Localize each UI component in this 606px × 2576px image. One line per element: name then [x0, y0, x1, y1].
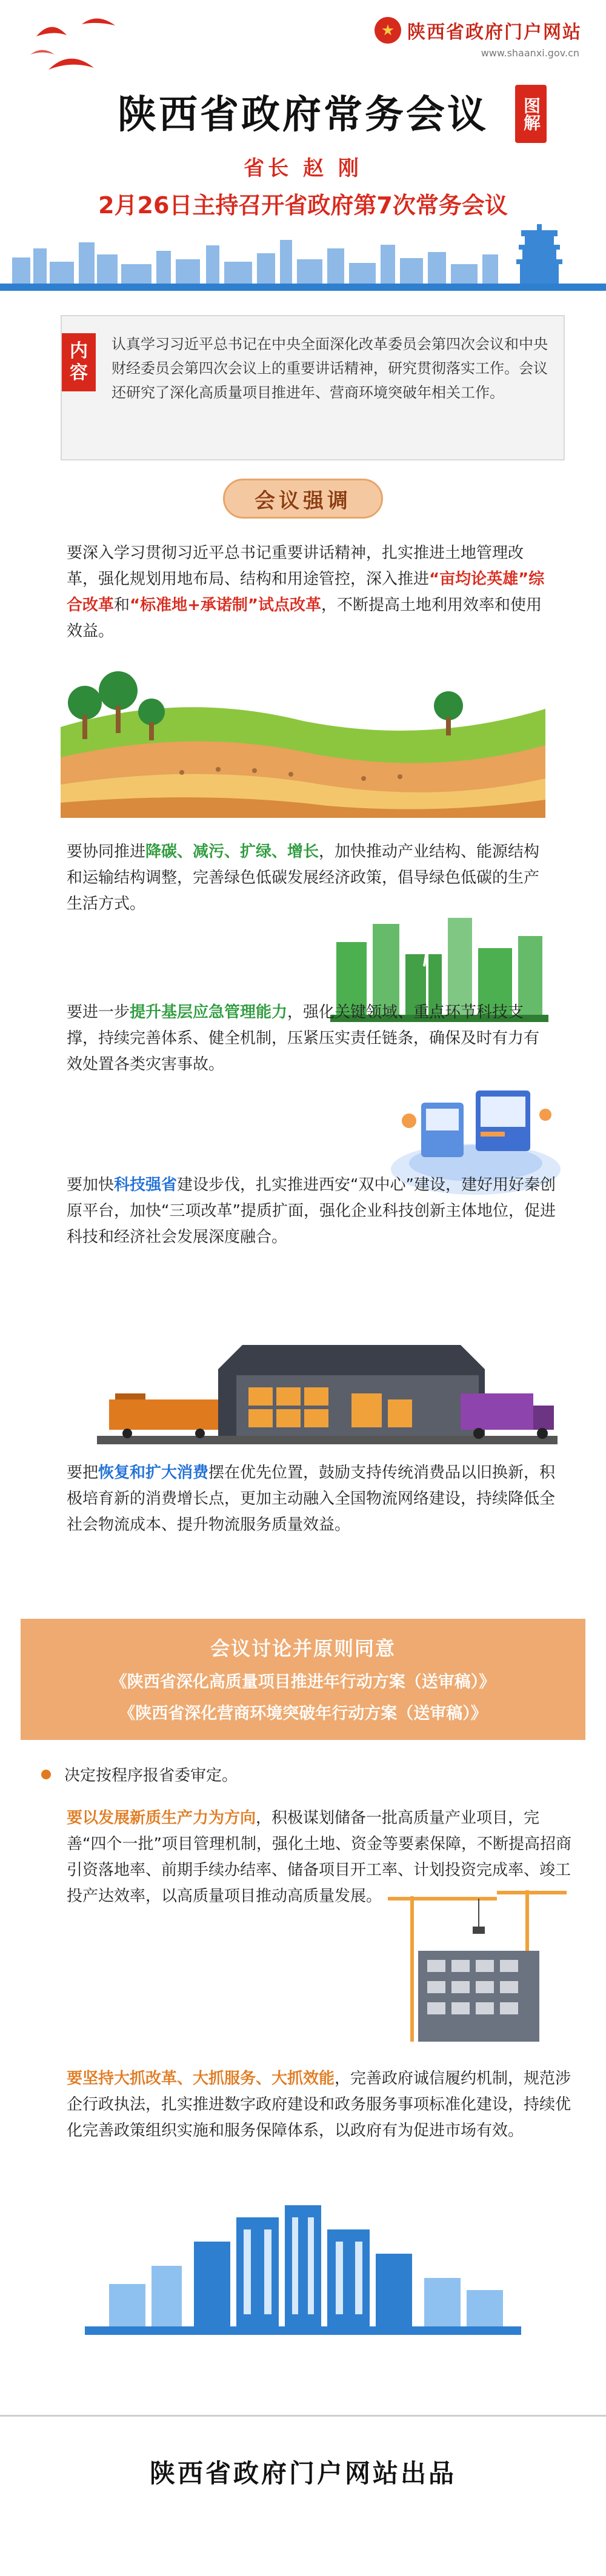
- meeting-content-box: [61, 315, 565, 460]
- point-green-development: 要协同推进降碳、减污、扩绿、增长，加快推动产业结构、能源结构和运输结构调整，完善绿色低碳发展经济政策，倡导绿色低碳的生产生活方式。: [67, 843, 540, 913]
- discussion-title: 会议讨论并原则同意: [210, 1637, 396, 1660]
- content-text: 认真学习习近平总书记在中央全面深化改革委员会第四次会议和中央财经委员会第四次会议上的重要讲话精神，研究贯彻落实工作。会议还研究了深化高质量项目推进年、营商环境突破年相关工作。: [112, 336, 548, 401]
- point-quality-projects: 要以发展新质生产力为方向，积极谋划储备一批高质量产业项目，完善“四个一批”项目管理机制，强化土地、资金等要素保障，不断提高招商引资落地率、前期手续办结率、储备项目开工率、计划投资完成率、竣工投产达效率，以高质量项目推动高质量发展。: [67, 1809, 571, 1905]
- construction-illustration: [376, 1884, 570, 2048]
- graphic-badge: 图解: [515, 85, 547, 143]
- point-land-reform: 要深入学习贯彻习近平总书记重要讲话精神，扎实推进土地管理改革，强化规划用地布局、结构和用途管控，深入推进“亩均论英雄”综合改革和“标准地+承诺制”试点改革，不断提高土地利用效率和使用效益。: [67, 544, 545, 640]
- logistics-warehouse-illustration: [97, 1321, 558, 1448]
- city-buildings-illustration: [85, 2205, 521, 2339]
- point-consumption: 要把恢复和扩大消费摆在优先位置，鼓励支持传统消费品以旧换新，积极培育新的消费增长点，更加主动融入全国物流网络建设，持续降低全社会物流成本、提升物流服务质量效益。: [67, 1464, 556, 1534]
- bullet-dot-icon: [41, 1770, 51, 1779]
- discussion-banner: [21, 1619, 585, 1740]
- footer-divider: [0, 2415, 606, 2417]
- flying-birds-icon: [24, 12, 127, 85]
- header: [0, 0, 606, 291]
- point-reform-services: 要坚持大抓改革、大抓服务、大抓效能，完善政府诚信履约机制，规范涉企行政执法，扎实推进数字政府建设和政务服务事项标准化建设，持续优化完善政策组织实施和服务保障体系，以政府有为促进市场有效。: [67, 2070, 571, 2140]
- section-heading-emphasis: 会议强调: [223, 479, 383, 519]
- governor-line: 省长 赵 刚: [244, 156, 362, 181]
- meeting-line: 2月26日主持召开省政府第7次常务会议: [98, 192, 508, 219]
- city-skyline-illustration: [0, 224, 606, 291]
- point-emergency-management: 要进一步提升基层应急管理能力，强化关键领域、重点环节科技支撑，持续完善体系、健全机制，压紧压实责任链条，确保及时有力有效处置各类灾害事故。: [67, 1003, 540, 1074]
- page-title: 陕西省政府常务会议: [118, 93, 488, 138]
- point-technology: 要加快科技强省建设步伐，扎实推进西安“双中心”建设，建好用好秦创原平台，加快“三项改革”提质扩面，强化企业科技创新主体地位，促进科技和经济社会发展深度融合。: [67, 1176, 556, 1246]
- decision-line: 决定按程序报省委审定。: [41, 1763, 562, 1785]
- farmland-illustration: [61, 654, 545, 818]
- content-tag: 内 容: [62, 333, 96, 391]
- government-emblem-icon: [375, 17, 401, 44]
- site-name: 陕西省政府门户网站: [407, 22, 582, 43]
- discussion-doc-1: 《陕西省深化高质量项目推进年行动方案（送审稿）》: [110, 1673, 496, 1691]
- discussion-doc-2: 《陕西省深化营商环境突破年行动方案（送审稿）》: [119, 1704, 487, 1723]
- site-url: www.shaanxi.gov.cn: [481, 47, 579, 59]
- site-logo[interactable]: [375, 17, 582, 44]
- footer-credit: 陕西省政府门户网站出品: [149, 2458, 456, 2488]
